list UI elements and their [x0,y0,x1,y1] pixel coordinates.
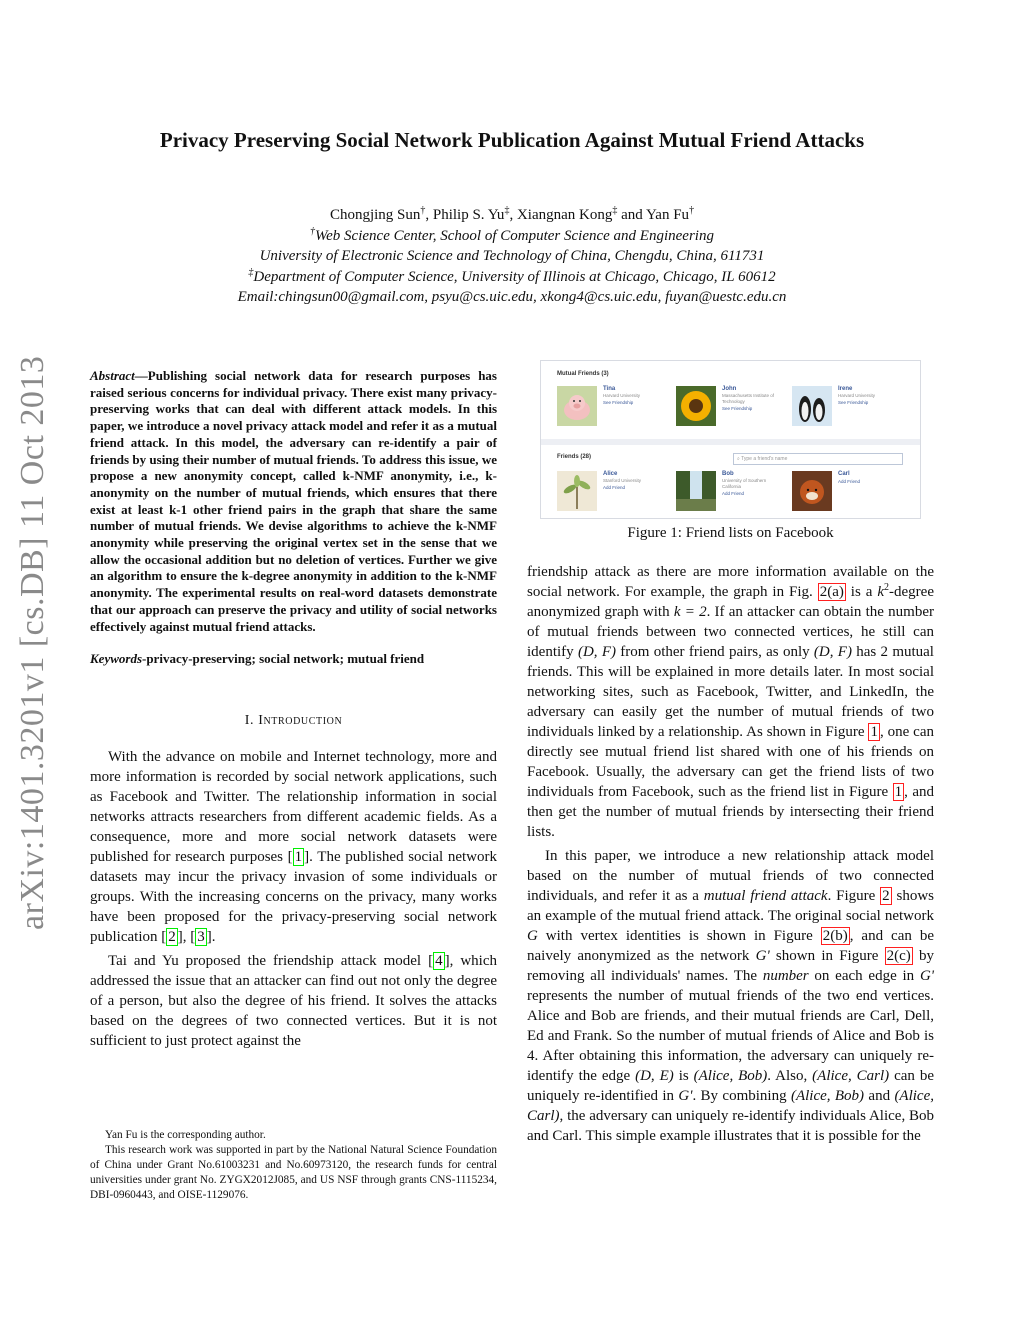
pig-photo [557,386,597,426]
citation-link[interactable]: 3 [197,929,205,946]
affiliation-3: ‡Department of Computer Science, University of Illinois at Chicago, Chicago, IL 60612 [248,266,776,285]
friend-school: Massachusetts Institute of Technology [722,393,775,404]
friend-school: Harvard University [603,393,641,398]
sunflower-photo [676,386,716,426]
friend-name[interactable]: Alice [603,471,618,477]
figure-1-facebook-screenshot [540,360,921,519]
friend-school: Harvard University [838,393,876,398]
intro-paragraph-2: Tai and Yu proposed the friendship attack model [ 4 ], which addressed the issue that an attacker can find out not only the degree of a person, but also the degree of his friend. It solves the attacks based on the degrees of two connected vertices. But it is not sufficient to just protect against the [90,953,497,1050]
figure-ref-link[interactable]: 1 [870,724,878,740]
add-friend-button[interactable]: Add Friend [838,479,861,484]
friend-card [676,471,786,511]
paper-title: Privacy Preserving Social Network Publication Against Mutual Friend Attacks [159,128,865,152]
friend-school: Stanford University [603,478,642,483]
friend-name[interactable]: John [722,386,737,392]
friend-name[interactable]: Bob [722,471,734,477]
friend-name[interactable]: Tina [603,386,616,392]
add-friend-button[interactable]: Add Friend [603,485,626,490]
figure-ref-link[interactable]: 1 [894,784,903,800]
see-friendship-link[interactable]: See Friendship [603,400,634,405]
figure-ref-link[interactable]: 2(b) [822,928,848,944]
plant-photo [557,471,597,511]
see-friendship-link[interactable]: See Friendship [722,406,753,411]
friend-card-mutual [676,386,786,426]
arxiv-watermark: arXiv:1401.3201v1 [cs.DB] 11 Oct 2013 [14,355,51,930]
citation-link[interactable]: 2 [168,929,176,946]
affiliation-2: University of Electronic Science and Technology of China, Chengdu, China, 611731 [259,248,765,264]
friend-card [792,471,902,511]
right-column [527,562,934,1150]
citation-link[interactable]: 4 [435,953,443,970]
author-emails: Email:chingsun00@gmail.com, psyu@cs.uic.edu, xkong4@cs.uic.edu, fuyan@uestc.edu.cn [237,289,787,305]
footnote: Yan Fu is the corresponding author. This research work was supported in part by the National Natural Science Foundation of China under Grant No.61003231 and No.60973120, the research funds for central universities under grant No. ZYGX2012J085, and US NSF through grants CNS-1115234, DBI-0960443, and OISE-1129076. [90,1129,497,1201]
citation-link[interactable]: 1 [294,849,303,866]
author-names: Chongjing Sun†, Philip S. Yu‡, Xiangnan Kong‡ and Yan Fu† [329,205,695,223]
intro-paragraph-1: With the advance on mobile and Internet technology, more and more information is recorded by social network applications, such as Facebook and Twitter. The relationship information in social networks attracts researchers from different academic fields. As a consequence, more and more social network datasets were published for research purposes [ 1 ]. The published social network datasets may incur the privacy invasion of some individuals or groups. With the increasing concerns on the privacy, many works have been proposed for the privacy-preserving social network publication [ 2 ], [ 3 ]. [90,749,497,946]
left-column [90,368,497,1055]
mutual-friends-header: Mutual Friends (3) [557,371,609,377]
friend-name[interactable]: Carl [838,471,850,477]
right-paragraph-1: friendship attack as there are more information available on the social network. For example, the graph in Fig. 2(a) is a $k^2$-degree anonymized graph with k = 2. If an attacker can obtain the number of mutual friends between two connected vertices, he still can identify (D, F) from other friend pairs, as only (D, F) has 2 mutual friends. This will be explained in more details later. In most social networking sites, such as Facebook, Twitter, and LinkedIn, the adversary can easily get the number of mutual friends of two individuals linked by a relationship. As shown in Figure 1 , one can directly see mutual friend list shared with one of his friends on Facebook. Usually, the adversary can get the friend lists of two individuals from Facebook, such as the friend list in Figure 1 , and then get the number of mutual friends by intersecting their friend lists. [527,564,935,840]
friend-card-mutual [792,386,902,426]
figure-1-caption: Figure 1: Friend lists on Facebook [627,525,834,541]
friend-name[interactable]: Irene [838,386,853,392]
search-icon: ⌕ [737,456,740,462]
figure-ref-link[interactable]: 2(a) [819,584,844,600]
friends-header: Friends (28) [557,454,592,460]
keywords: Keywords-privacy-preserving; social network; mutual friend [90,651,425,667]
figure-ref-link[interactable]: 2(c) [886,948,911,964]
author-block [0,205,1024,308]
red-panda-photo [792,471,832,511]
figure-ref-link[interactable]: 2 [882,888,890,904]
see-friendship-link[interactable]: See Friendship [838,400,869,405]
penguins-photo [792,386,832,426]
affiliation-1: †Web Science Center, School of Computer Science and Engineering [310,225,714,244]
friend-search-input[interactable]: ⌕ Type a friend's name [733,453,903,465]
friend-card-mutual [557,386,667,426]
panel-divider [541,439,920,445]
abstract: Abstract—Publishing social network data for research purposes has raised serious concerns for individual privacy. There exist many privacy-preserving works that can deal with different attack models. In this paper, we introduce a novel privacy attack model and refer it as a mutual friend attack. In this model, the adversary can re-identify a pair of friends by using their number of mutual friends. To address this issue, we propose a new anonymity concept, called k-NMF anonymity, i.e., k-anonymity on the number of mutual friends, which ensures that there exist at least k-1 other friend pairs in the graph that share the same number of mutual friends. We devise algorithms to achieve the k-NMF anonymity while preserving the original vertex set in the sense that we allow the occasional addition but no deletion of vertices. Further we give an algorithm to ensure the k-degree anonymity in addition to the k-NMF anonymity. The experimental results on real-word datasets demonstrate that our approach can preserve the privacy and utility of social networks effectively against mutual friend attacks. [90,368,497,634]
friend-school: University of Southern California [722,478,767,489]
add-friend-button[interactable]: Add Friend [722,491,745,496]
right-paragraph-2: In this paper, we introduce a new relationship attack model based on the number of mutual friends of two connected individuals, and refer it as a mutual friend attack. Figure 2 shows an example of the mutual friend attack. The original social network G with vertex identities is shown in Figure 2(b) , and can be naively anonymized as the network G' shown in Figure 2(c) by removing all individuals' names. The number on each edge in G' represents the number of mutual friends of the two end vertices. Alice and Bob are friends, and their mutual friends are Carl, Dell, Ed and Frank. So the number of mutual friends of Alice and Bob is 4. After obtaining this information, the adversary can uniquely re-identify the edge (D, E) is (Alice, Bob). Also, (Alice, Carl) can be uniquely re-identified in G'. By combining (Alice, Bob) and (Alice, Carl), the adversary can uniquely re-identify individuals Alice, Bob and Carl. This simple example illustrates that it is possible for the [527,848,935,1144]
friend-card [557,471,667,511]
section-heading-introduction: I. Introduction [244,713,343,729]
waterfall-photo [676,471,716,511]
